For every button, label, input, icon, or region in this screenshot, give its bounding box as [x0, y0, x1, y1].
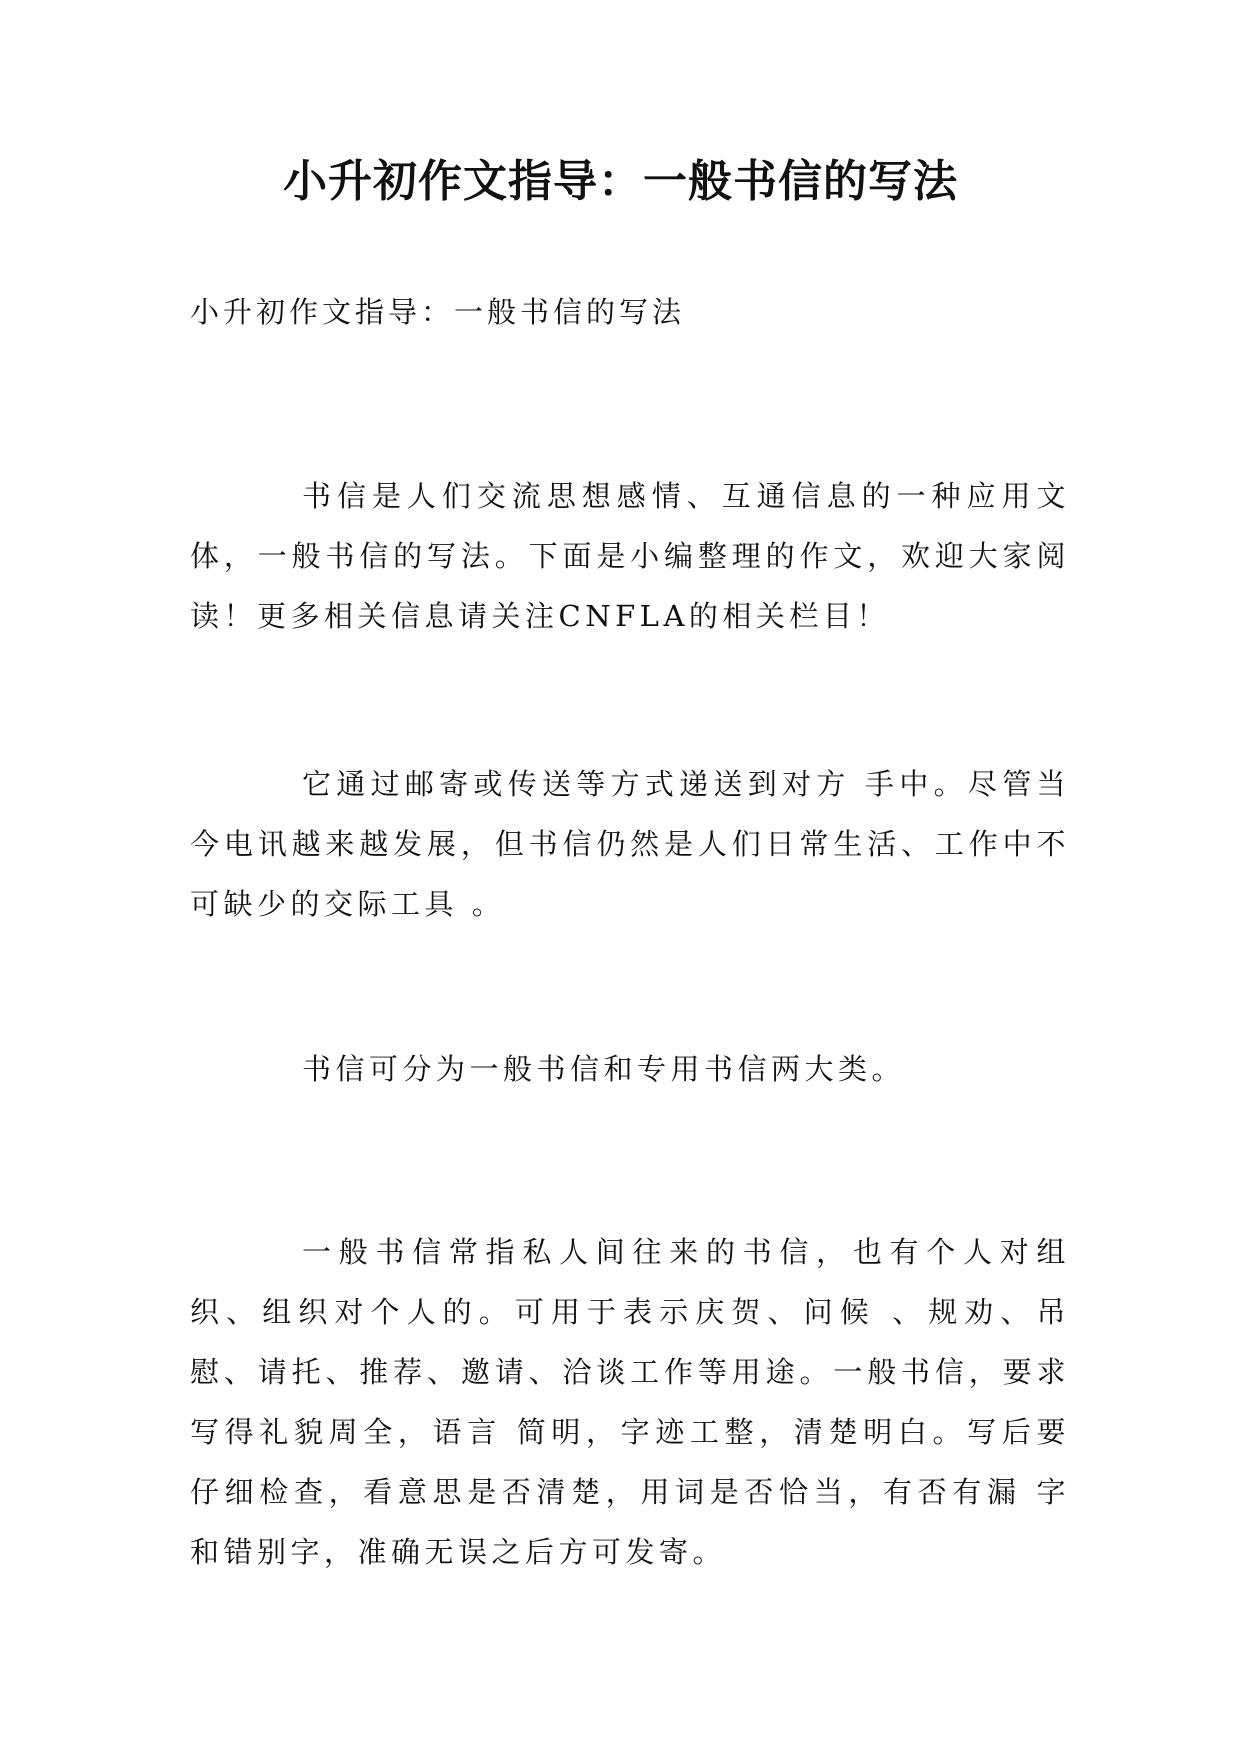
paragraph-categories: 书信可分为一般书信和专用书信两大类。 — [302, 1052, 906, 1086]
paragraph-delivery: 它通过邮寄或传送等方式递送到对方 手中。尽管当今电讯越来越发展，但书信仍然是人们日常生活、工作中不可缺少的交际工具 。 — [190, 767, 1070, 921]
document-subtitle: 小升初作文指导：一般书信的写法 — [190, 295, 686, 329]
paragraph-intro: 书信是人们交流思想感情、互通信息的一种应用文体，一般书信的写法。下面是小编整理的作文，欢迎大家阅读！更多相关信息请关注CNFLA的相关栏目！ — [190, 479, 1070, 633]
document-title: 小升初作文指导：一般书信的写法 — [283, 156, 958, 207]
paragraph-general-letters: 一般书信常指私人间往来的书信，也有个人对组织、组织对个人的。可用于表示庆贺、问候 、规劝、吊慰、请托、推荐、邀请、洽谈工作等用途。一般书信，要求写得礼貌周全，语言 简明，字迹工整，清楚明白。写后要仔细检查，看意思是否清楚，用词是否恰当，有否有漏 字和错别字，准确无误之后方可发寄。 — [190, 1235, 1070, 1569]
